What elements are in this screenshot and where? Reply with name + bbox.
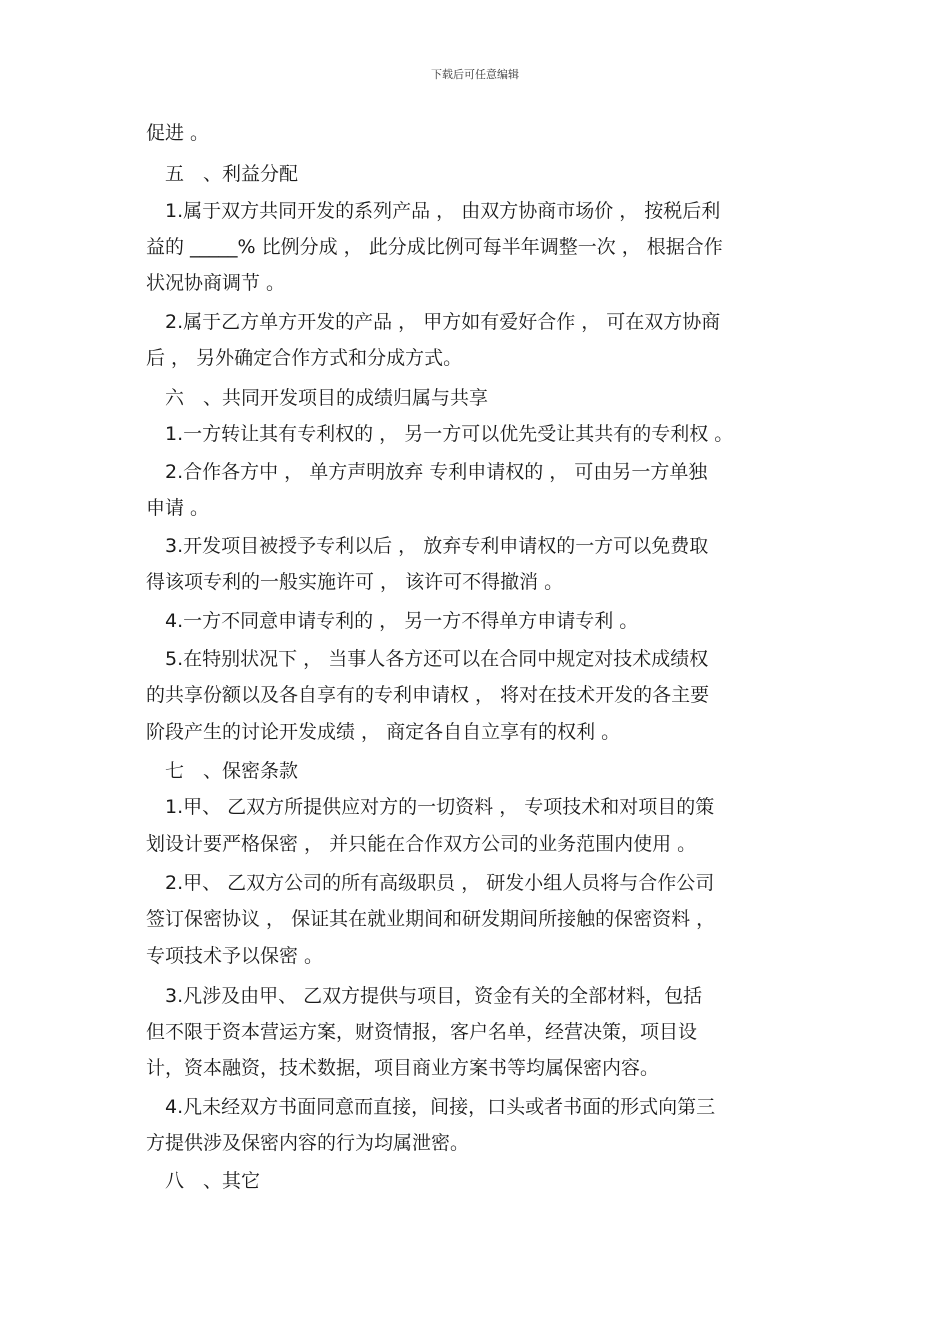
- text-line: 1.属于双方共同开发的系列产品 ， 由双方协商市场价 ， 按税后利: [146, 200, 721, 222]
- text-line: 申请 。: [146, 497, 210, 519]
- text-line: 但不限于资本营运方案，财资情报，客户名单，经营决策，项目设: [146, 1021, 698, 1043]
- text-line: 3.凡涉及由甲、 乙双方提供与项目，资金有关的全部材料，包括: [146, 985, 703, 1007]
- section-heading: 七 、保密条款: [146, 760, 299, 782]
- text-line: 签订保密协议 ， 保证其在就业期间和研发期间所接触的保密资料 ，: [146, 908, 716, 930]
- text-line: 4.凡未经双方书面同意而直接，间接，口头或者书面的形式向第三: [146, 1096, 716, 1118]
- text-line: 促进 。: [146, 122, 210, 144]
- section-heading: 八 、其它: [146, 1170, 261, 1192]
- page-header: 下载后可任意编辑: [431, 68, 519, 81]
- section-heading: 五 、利益分配: [146, 163, 299, 185]
- text-line: 2.属于乙方单方开发的产品 ， 甲方如有爱好合作 ， 可在双方协商: [146, 311, 721, 333]
- text-line: 专项技术予以保密 。: [146, 945, 324, 967]
- text-line: 状况协商调节 。: [146, 272, 286, 294]
- text-line: 后 ， 另外确定合作方式和分成方式。: [146, 347, 463, 369]
- text-line: 计，资本融资，技术数据，项目商业方案书等均属保密内容。: [146, 1057, 660, 1079]
- text-line: 1.一方转让其有专利权的 ， 另一方可以优先受让其共有的专利权 。: [146, 423, 734, 445]
- text-line: 方提供涉及保密内容的行为均属泄密。: [146, 1132, 470, 1154]
- text-line: 4.一方不同意申请专利的 ， 另一方不得单方申请专利 。: [146, 610, 639, 632]
- text-line: 划设计要严格保密 ， 并只能在合作双方公司的业务范围内使用 。: [146, 833, 697, 855]
- text-line: 5.在特别状况下 ， 当事人各方还可以在合同中规定对技术成绩权: [146, 648, 709, 670]
- text-line: 2.甲、 乙双方公司的所有高级职员 ， 研发小组人员将与合作公司: [146, 872, 715, 894]
- section-heading: 六 、共同开发项目的成绩归属与共享: [146, 387, 489, 409]
- text-line: 的共享份额以及各自享有的专利申请权 ， 将对在技术开发的各主要: [146, 684, 710, 706]
- text-line: 1.甲、 乙双方所提供应对方的一切资料 ， 专项技术和对项目的策: [146, 796, 715, 818]
- text-line: 3.开发项目被授予专利以后 ， 放弃专利申请权的一方可以免费取: [146, 535, 709, 557]
- text-line: 阶段产生的讨论开发成绩 ， 商定各自自立享有的权利 。: [146, 721, 621, 743]
- text-line: 益的 _____% 比例分成 ， 此分成比例可每半年调整一次 ， 根据合作: [146, 236, 723, 258]
- text-line: 得该项专利的一般实施许可 ， 该许可不得撤消 。: [146, 571, 564, 593]
- text-line: 2.合作各方中 ， 单方声明放弃 专利申请权的 ， 可由另一方单独: [146, 461, 708, 483]
